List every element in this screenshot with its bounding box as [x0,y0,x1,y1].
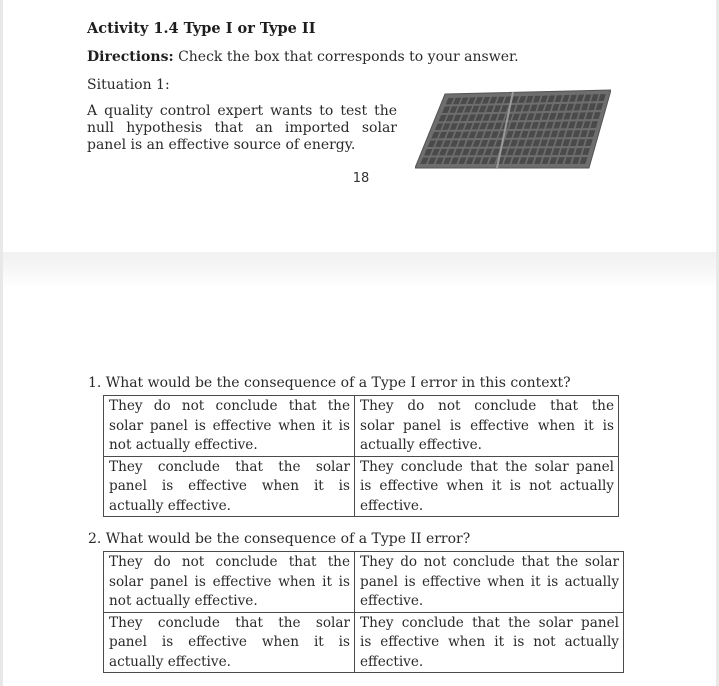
answer-option-1c[interactable] [104,456,355,517]
answer-option-2d[interactable] [355,612,624,673]
answer-option-2b[interactable] [355,552,624,613]
answer-option-1d[interactable] [355,456,619,517]
answer-option-2a[interactable] [104,552,355,613]
option-line: They conclude that the solar [109,458,350,475]
option-line: They do not conclude that the [360,398,614,414]
option-line: effective. [360,497,424,514]
option-line: not actually effective. [109,437,258,453]
directions-label: Directions: [87,49,174,65]
option-line: actually effective. [109,653,231,670]
table-row [104,456,619,517]
scenario-line: null hypothesis that an imported solar [87,120,397,136]
directions [87,49,519,65]
option-line: panel is effective when it is [109,634,350,650]
option-line: panel is effective when it is [109,478,350,494]
option-line: They do not conclude that the solar [360,554,619,570]
option-line: They conclude that the solar panel [360,614,619,631]
scenario-text [87,103,397,154]
question-1-choices-table [103,395,619,517]
option-line: solar panel is effective when it is [109,417,350,434]
option-line: not actually effective. [109,593,258,609]
option-line: actually effective. [360,437,482,453]
page-break-gap [0,252,719,288]
activity-title: Activity 1.4 Type I or Type II [87,20,316,37]
table-row [104,552,624,613]
option-line: They conclude that the solar panel [360,458,614,475]
option-line: They do not conclude that the [109,554,350,570]
option-line: is effective when it is not actually [360,478,614,494]
question-2-prompt: 2. What would be the consequence of a Type II error? [88,531,471,547]
option-line: effective. [360,593,424,609]
scenario-line: A quality control expert wants to test the [87,103,397,119]
option-line: actually effective. [109,497,231,514]
table-row [104,396,619,457]
option-line: solar panel is effective when it is [109,573,350,590]
answer-option-1a[interactable] [104,396,355,457]
situation-label: Situation 1: [87,77,170,93]
left-page-edge [0,0,3,686]
question-2-choices-table [103,551,624,673]
option-line: panel is effective when it is actually [360,573,619,590]
answer-option-2c[interactable] [104,612,355,673]
answer-option-1b[interactable] [355,396,619,457]
table-row [104,612,624,673]
option-line: They conclude that the solar [109,614,350,631]
option-line: effective. [360,653,424,670]
directions-text: Check the box that corresponds to your answer. [173,49,519,65]
option-line: solar panel is effective when it is [360,417,614,434]
solar-panel-icon [415,88,611,170]
question-1-prompt: 1. What would be the consequence of a Type I error in this context? [88,375,571,391]
scenario-line: panel is an effective source of energy. [87,137,356,153]
option-line: is effective when it is not actually [360,634,619,650]
page-number: 18 [352,171,370,186]
option-line: They do not conclude that the [109,398,350,414]
